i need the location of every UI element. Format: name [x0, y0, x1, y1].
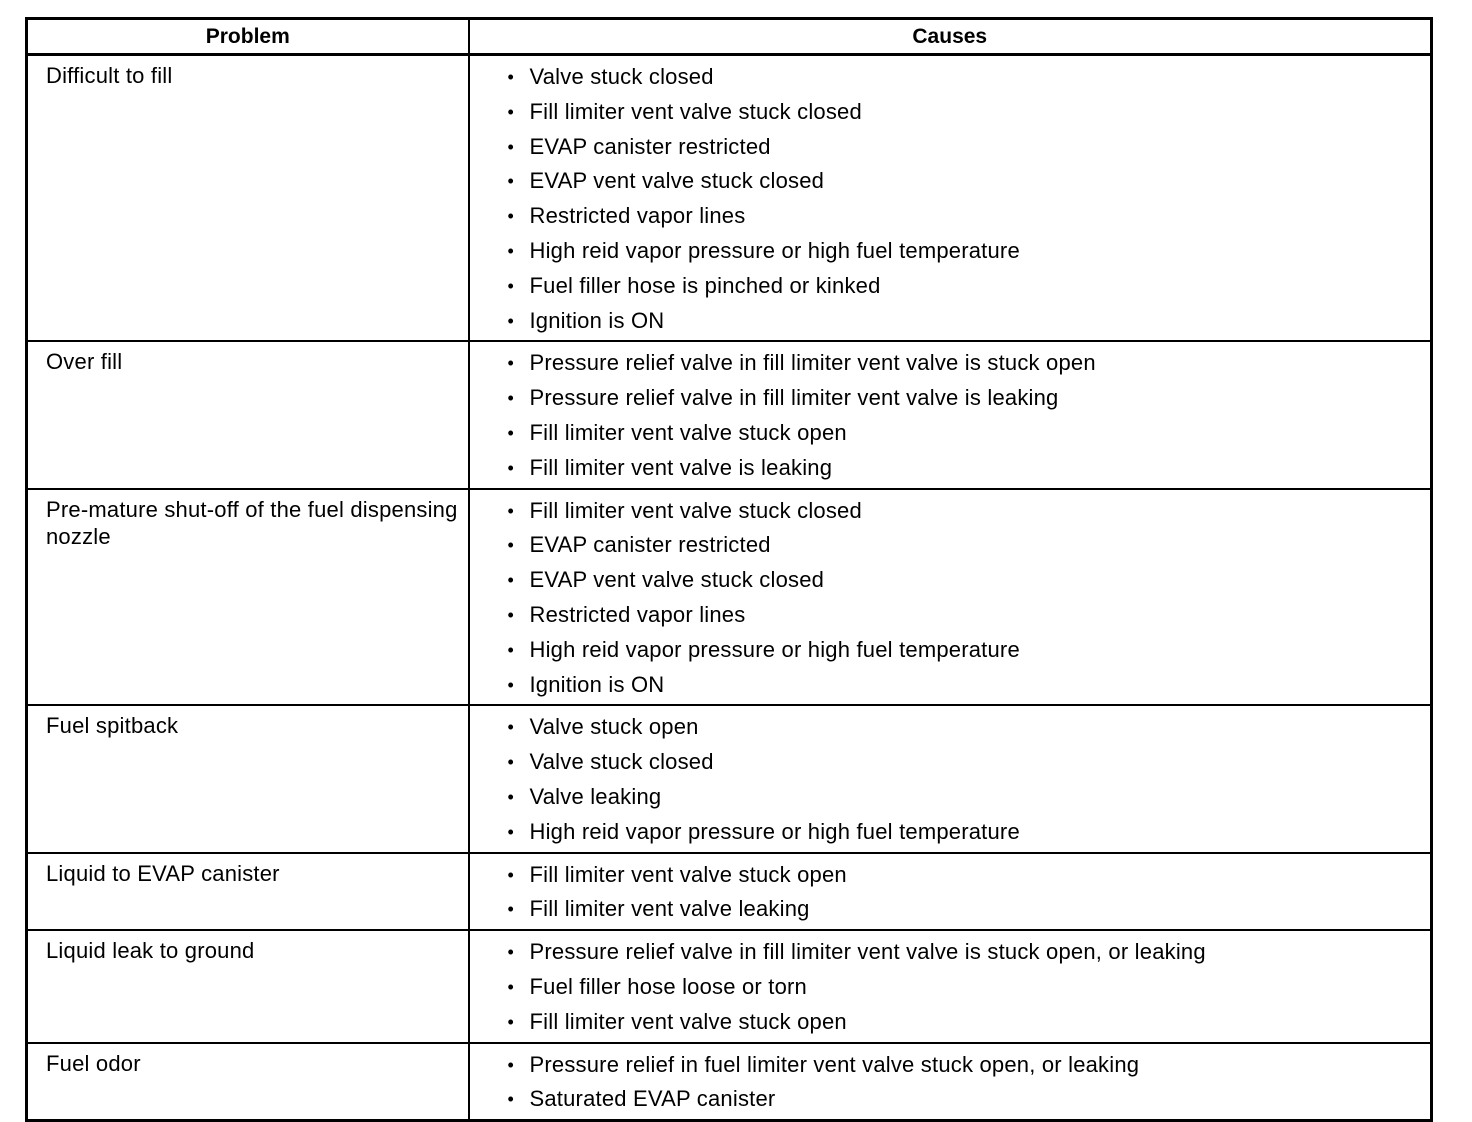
bullet-icon: •: [507, 674, 515, 695]
causes-cell: [469, 705, 1432, 852]
problem-cell: Liquid leak to ground: [27, 930, 469, 1042]
cause-text: Ignition is ON: [529, 307, 665, 333]
bullet-icon: •: [507, 275, 515, 296]
bullet-icon: •: [507, 1089, 515, 1110]
table-row: [27, 705, 1432, 852]
cause-text: EVAP vent valve stuck closed: [529, 567, 825, 593]
causes-cell: [469, 55, 1432, 342]
cause-item: [504, 1005, 1431, 1040]
cause-text: Fill limiter vent valve stuck closed: [529, 497, 862, 523]
cause-text: Fill limiter vent valve stuck open: [529, 1008, 847, 1034]
problem-cell: Fuel odor: [27, 1043, 469, 1121]
column-header-causes: Causes: [469, 19, 1432, 55]
cause-item: [504, 528, 1431, 563]
bullet-icon: •: [507, 1054, 515, 1075]
problem-cell: Fuel spitback: [27, 705, 469, 852]
cause-text: Pressure relief valve in fill limiter vent valve is stuck open: [529, 350, 1096, 376]
cause-text: Valve stuck closed: [529, 64, 714, 89]
cause-item: [504, 1048, 1431, 1083]
causes-cell: [469, 853, 1432, 931]
problem-cell: Over fill: [27, 341, 469, 488]
problem-cell: Liquid to EVAP canister: [27, 853, 469, 931]
causes-cell: [469, 1043, 1432, 1121]
table-row: [27, 341, 1432, 488]
bullet-icon: •: [507, 67, 515, 87]
cause-item: [504, 234, 1431, 269]
bullet-icon: •: [507, 864, 515, 885]
problem-cell: Pre-mature shut-off of the fuel dispensing nozzle: [27, 489, 469, 706]
cause-item: [504, 60, 1431, 95]
bullet-icon: •: [507, 752, 515, 773]
cause-item: [504, 381, 1431, 416]
cause-text: High reid vapor pressure or high fuel temperature: [529, 636, 1020, 662]
bullet-icon: •: [507, 976, 515, 997]
bullet-icon: •: [507, 310, 515, 331]
cause-text: Ignition is ON: [529, 671, 665, 697]
causes-list: [470, 706, 1431, 851]
table-header-row: [27, 19, 1432, 55]
cause-item: [504, 815, 1431, 850]
bullet-icon: •: [507, 500, 515, 521]
causes-cell: [469, 930, 1432, 1042]
column-header-problem: Problem: [27, 19, 469, 55]
cause-item: [504, 598, 1431, 633]
bullet-icon: •: [507, 457, 515, 478]
cause-text: Saturated EVAP canister: [529, 1086, 776, 1112]
cause-item: [504, 710, 1431, 745]
bullet-icon: •: [507, 1011, 515, 1032]
cause-item: [504, 269, 1431, 304]
table-row: [27, 853, 1432, 931]
cause-item: [504, 563, 1431, 598]
bullet-icon: •: [507, 171, 515, 192]
table-row: [27, 55, 1432, 342]
cause-text: Fill limiter vent valve leaking: [529, 896, 810, 922]
cause-text: Fill limiter vent valve stuck open: [529, 861, 847, 887]
bullet-icon: •: [507, 786, 515, 807]
cause-item: [504, 668, 1431, 703]
bullet-icon: •: [507, 570, 515, 591]
cause-text: Pressure relief valve in fill limiter vent valve is leaking: [529, 385, 1059, 411]
cause-item: [504, 935, 1431, 970]
bullet-icon: •: [507, 639, 515, 660]
cause-text: Fill limiter vent valve stuck closed: [529, 98, 862, 124]
cause-text: High reid vapor pressure or high fuel temperature: [529, 818, 1020, 844]
cause-item: [504, 858, 1431, 893]
cause-text: Valve stuck closed: [529, 749, 714, 775]
bullet-icon: •: [507, 821, 515, 842]
cause-text: Fill limiter vent valve is leaking: [529, 454, 833, 480]
cause-text: Restricted vapor lines: [529, 203, 746, 229]
causes-list: [470, 1044, 1431, 1120]
cause-text: Valve leaking: [529, 783, 662, 809]
cause-item: [504, 892, 1431, 927]
cause-item: [504, 494, 1431, 529]
bullet-icon: •: [507, 899, 515, 920]
bullet-icon: •: [507, 206, 515, 227]
table-header: [27, 19, 1432, 55]
cause-item: [504, 780, 1431, 815]
cause-text: Fill limiter vent valve stuck open: [529, 419, 847, 445]
cause-item: [504, 130, 1431, 165]
cause-text: High reid vapor pressure or high fuel temperature: [529, 237, 1020, 263]
bullet-icon: •: [507, 942, 515, 963]
bullet-icon: •: [507, 535, 515, 556]
diagnostic-table: [25, 17, 1433, 1122]
cause-item: [504, 304, 1431, 339]
bullet-icon: •: [507, 717, 515, 738]
causes-cell: [469, 489, 1432, 706]
bullet-icon: •: [507, 388, 515, 409]
causes-list: [470, 342, 1431, 487]
table-body: [27, 55, 1432, 1121]
diagnostic-table-container: [25, 17, 1430, 1122]
table-row: [27, 930, 1432, 1042]
cause-text: Fuel filler hose is pinched or kinked: [529, 272, 881, 298]
bullet-icon: •: [507, 101, 515, 122]
cause-item: [504, 199, 1431, 234]
cause-item: [504, 745, 1431, 780]
cause-text: Restricted vapor lines: [529, 601, 746, 627]
cause-text: EVAP canister restricted: [529, 532, 771, 558]
table-row: [27, 1043, 1432, 1121]
cause-item: [504, 970, 1431, 1005]
bullet-icon: •: [507, 604, 515, 625]
bullet-icon: •: [507, 353, 515, 374]
cause-text: Fuel filler hose loose or torn: [529, 973, 807, 999]
cause-text: Pressure relief in fuel limiter vent valve stuck open, or leaking: [529, 1051, 1140, 1077]
bullet-icon: •: [507, 240, 515, 261]
cause-item: [504, 633, 1431, 668]
cause-text: EVAP vent valve stuck closed: [529, 168, 825, 194]
causes-cell: [469, 341, 1432, 488]
cause-text: Pressure relief valve in fill limiter vent valve is stuck open, or leaking: [529, 939, 1206, 965]
cause-text: EVAP canister restricted: [529, 133, 771, 159]
cause-item: [504, 164, 1431, 199]
cause-item: [504, 451, 1431, 486]
causes-list: [470, 490, 1431, 705]
table-row: [27, 489, 1432, 706]
causes-list: [470, 854, 1431, 930]
bullet-icon: •: [507, 136, 515, 157]
bullet-icon: •: [507, 422, 515, 443]
problem-cell: Difficult to fill: [27, 55, 469, 342]
causes-list: [470, 56, 1431, 340]
cause-item: [504, 95, 1431, 130]
cause-text: Valve stuck open: [529, 714, 699, 740]
cause-item: [504, 416, 1431, 451]
causes-list: [470, 931, 1431, 1041]
cause-item: [504, 346, 1431, 381]
cause-item: [504, 1082, 1431, 1117]
